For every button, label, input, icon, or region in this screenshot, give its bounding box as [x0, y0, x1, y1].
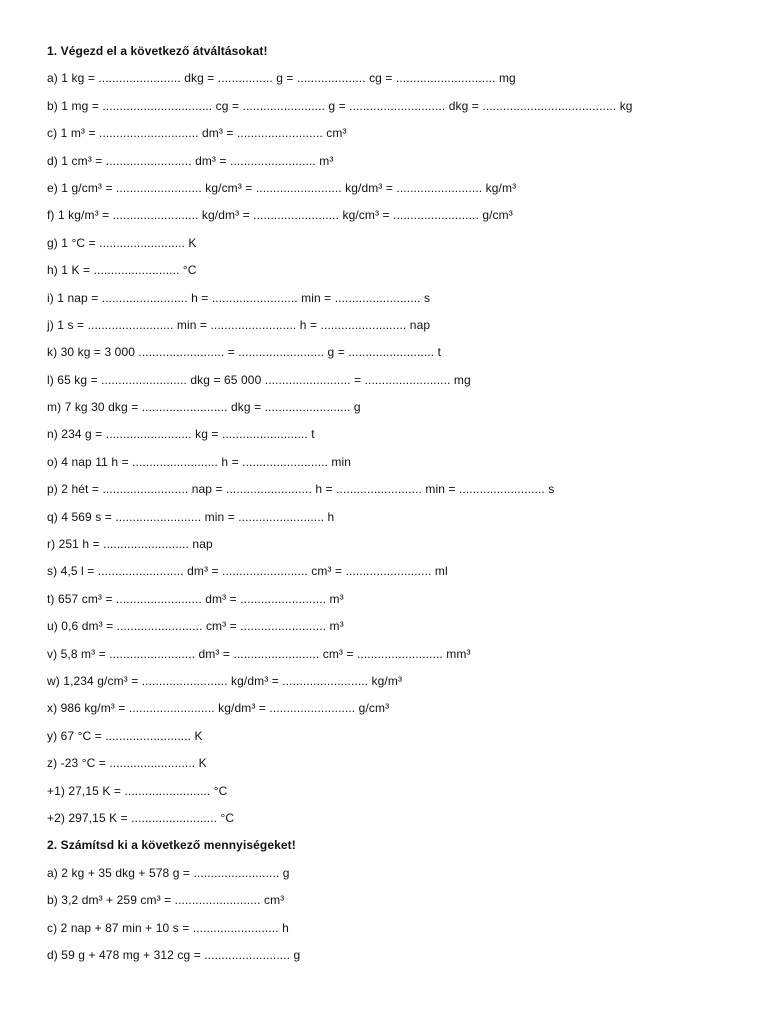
exercise-2b: b) 3,2 dm³ + 259 cm³ = ......................... cm³: [47, 893, 285, 908]
exercise-1i: i) 1 nap = ......................... h = ......................... min = ......................... s: [47, 290, 431, 305]
exercise-1s: s) 4,5 l = ......................... dm³ = ......................... cm³ = ......................... ml: [47, 564, 448, 579]
exercise-1t: t) 657 cm³ = ......................... dm³ = ......................... m³: [47, 591, 344, 606]
exercise-1q: q) 4 569 s = ......................... min = ......................... h: [47, 509, 335, 524]
exercise-1d: d) 1 cm³ = ......................... dm³ = ......................... m³: [47, 153, 334, 168]
exercise-2a: a) 2 kg + 35 dkg + 578 g = ......................... g: [47, 865, 290, 880]
exercise-1h: h) 1 K = ......................... °C: [47, 263, 197, 278]
exercise-1x: x) 986 kg/m³ = ......................... kg/dm³ = ......................... g/cm³: [47, 701, 390, 716]
exercise-1l: l) 65 kg = ......................... dkg = 65 000 ......................... = ......................... mg: [47, 372, 471, 387]
exercise-1c: c) 1 m³ = ............................. dm³ = ......................... cm³: [47, 126, 347, 141]
section1-heading: 1. Végezd el a következő átváltásokat!: [47, 44, 268, 58]
exercise-1a: a) 1 kg = ........................ dkg = ................ g = .................... cg = ............................. mg: [47, 71, 516, 86]
exercise-1w: w) 1,234 g/cm³ = ......................... kg/dm³ = ......................... kg/m³: [47, 673, 403, 688]
exercise-1b: b) 1 mg = ................................ cg = ........................ g = ............................ dkg = ....................................... kg: [47, 98, 633, 113]
exercise-1r: r) 251 h = ......................... nap: [47, 537, 213, 552]
exercise-1g: g) 1 °C = ......................... K: [47, 235, 197, 250]
exercise-1z: z) -23 °C = ......................... K: [47, 756, 207, 771]
exercise-1-plus2: +2) 297,15 K = ......................... °C: [47, 810, 235, 825]
exercise-1-plus1: +1) 27,15 K = ......................... °C: [47, 783, 228, 798]
exercise-1p: p) 2 hét = ......................... nap = ......................... h = ......................... min = ......................... s: [47, 482, 555, 497]
exercise-1e: e) 1 g/cm³ = ......................... kg/cm³ = ......................... kg/dm³ = ......................... kg/m³: [47, 180, 517, 195]
exercise-2c: c) 2 nap + 87 min + 10 s = ......................... h: [47, 920, 289, 935]
exercise-1f: f) 1 kg/m³ = ......................... kg/dm³ = ......................... kg/cm³ = ......................... g/cm³: [47, 208, 513, 223]
worksheet-content: [47, 42, 727, 973]
exercise-1o: o) 4 nap 11 h = ......................... h = ......................... min: [47, 454, 352, 469]
exercise-1y: y) 67 °C = ......................... K: [47, 728, 203, 743]
exercise-1m: m) 7 kg 30 dkg = ......................... dkg = ......................... g: [47, 400, 361, 415]
exercise-2d: d) 59 g + 478 mg + 312 cg = ......................... g: [47, 947, 301, 962]
exercise-1v: v) 5,8 m³ = ......................... dm³ = ......................... cm³ = ......................... mm³: [47, 646, 471, 661]
exercise-1k: k) 30 kg = 3 000 ......................... = ......................... g = ......................... t: [47, 345, 441, 360]
exercise-1u: u) 0,6 dm³ = ......................... cm³ = ......................... m³: [47, 619, 344, 634]
section2-heading: 2. Számítsd ki a következő mennyiségeket!: [47, 838, 296, 853]
exercise-1j: j) 1 s = ......................... min = ......................... h = ......................... nap: [47, 317, 431, 332]
exercise-1n: n) 234 g = ......................... kg = ......................... t: [47, 427, 315, 442]
